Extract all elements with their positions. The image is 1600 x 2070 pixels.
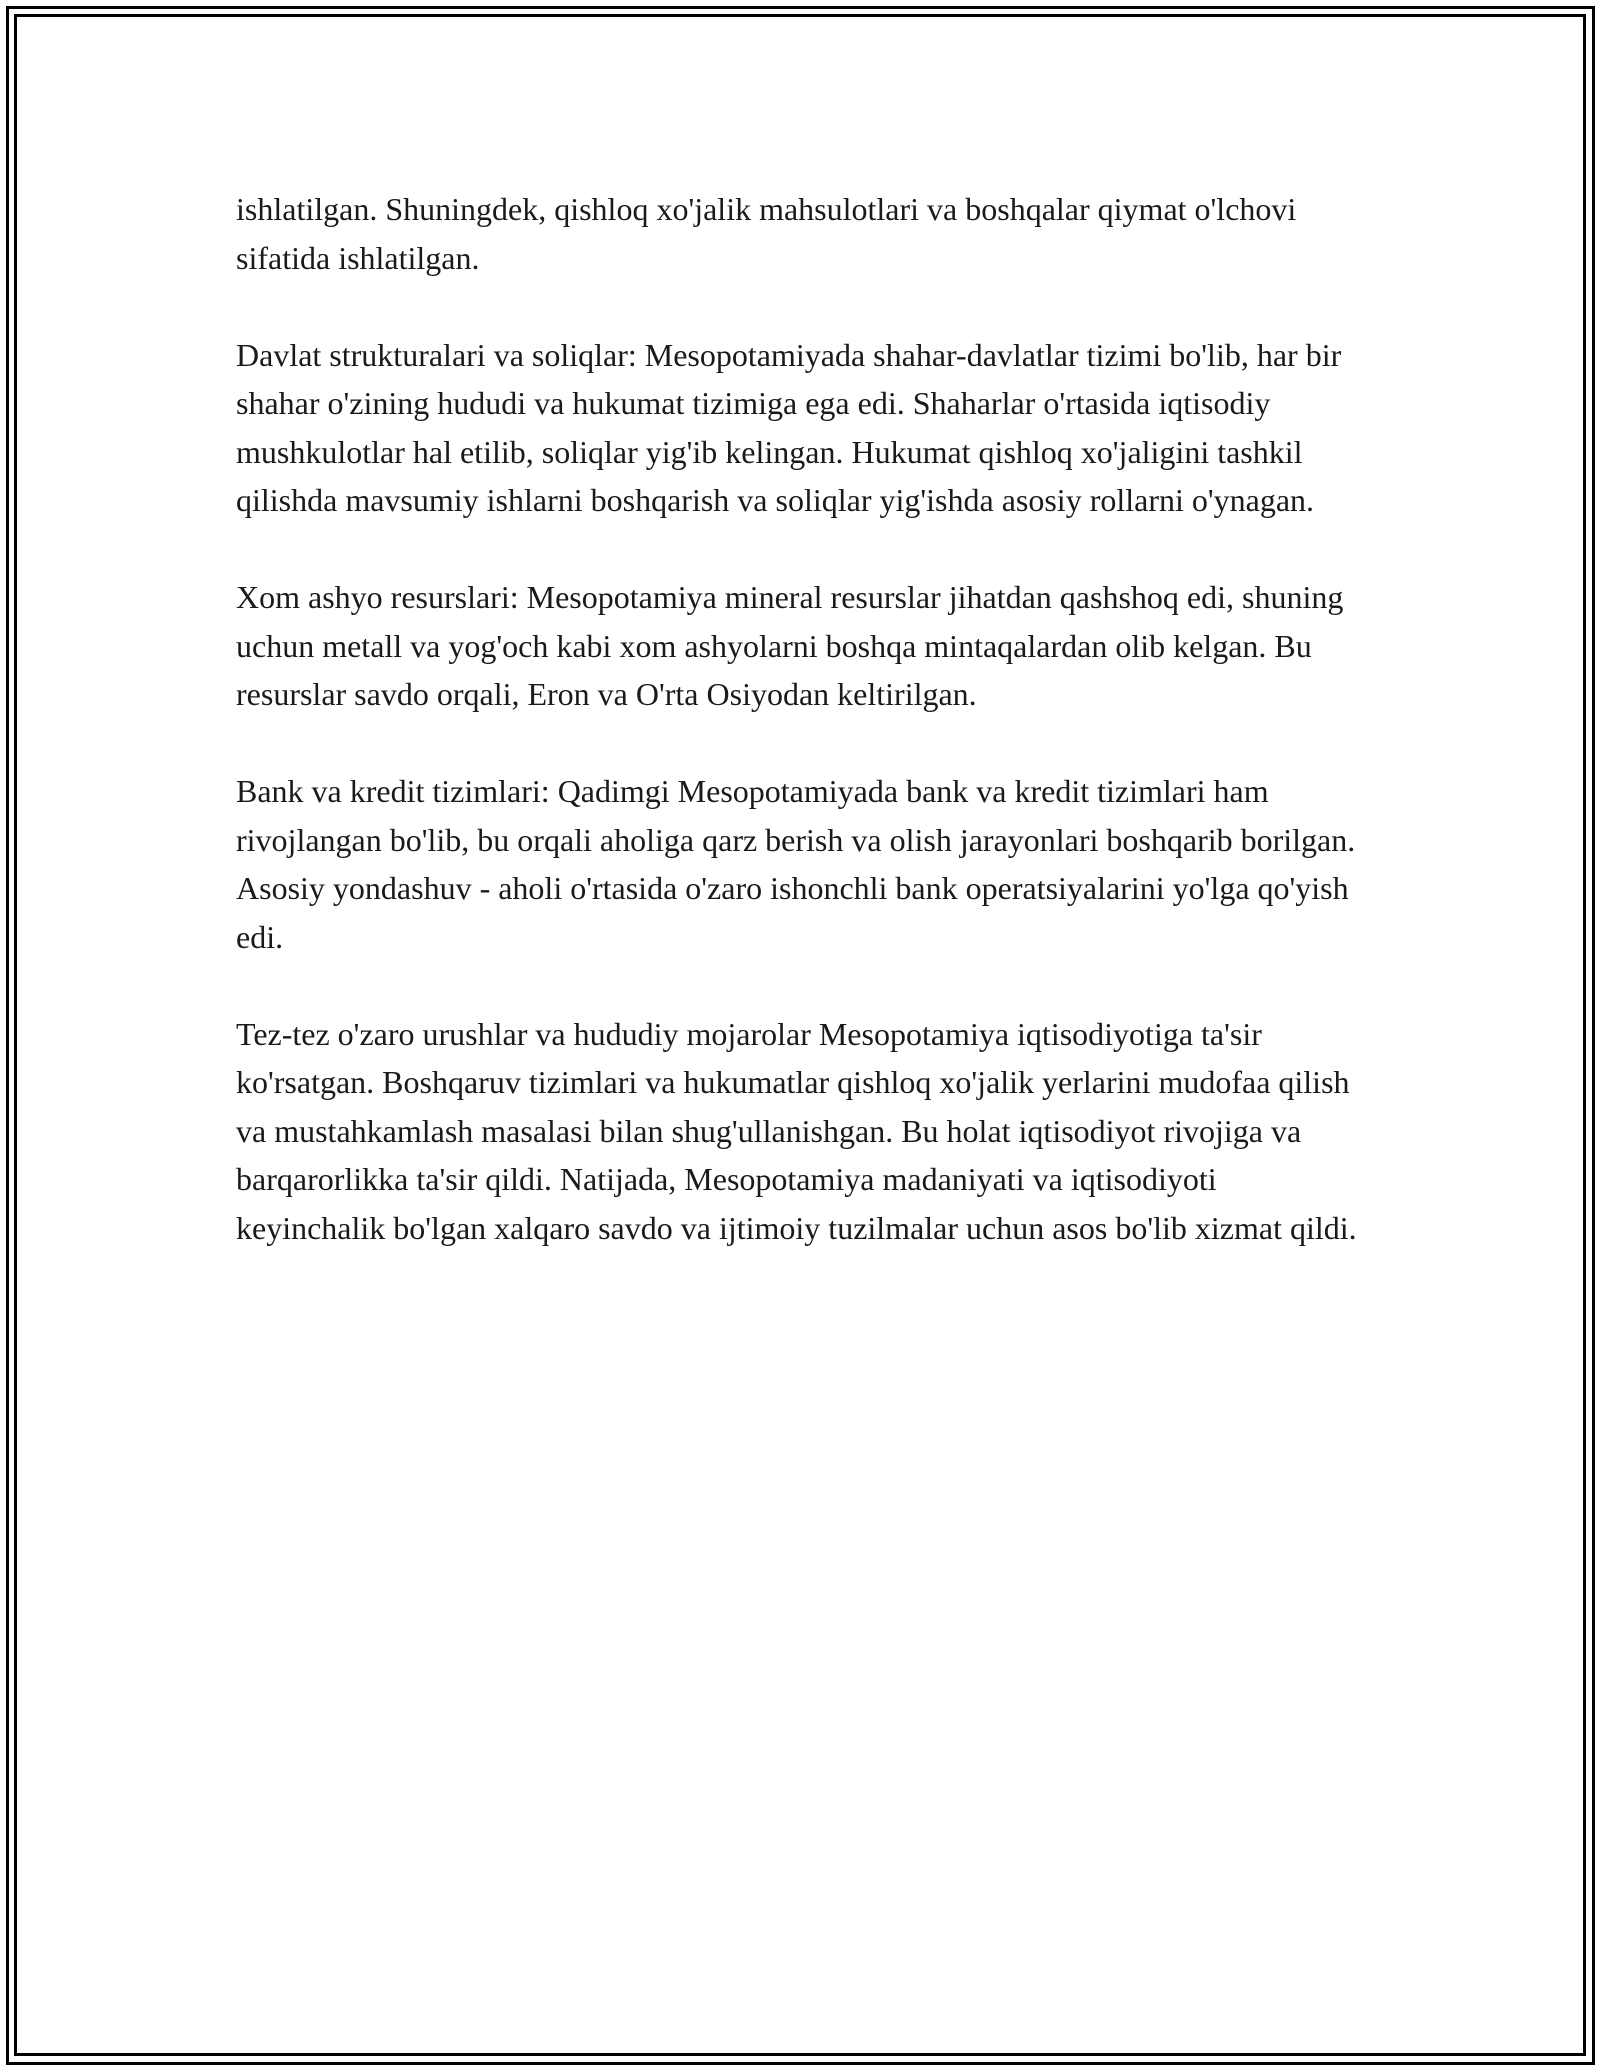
paragraph-currency-continuation: ishlatilgan. Shuningdek, qishloq xo'jalik mahsulotlari va boshqalar qiymat o'lchovi sifatida ishlatilgan. [236, 191, 1297, 276]
document-body [236, 185, 1366, 1301]
paragraph-raw-resources: Xom ashyo resurslari: Mesopotamiya mineral resurslar jihatdan qashshoq edi, shuning uchun metall va yog'och kabi xom ashyolarni boshqa mintaqalardan olib kelgan. Bu resurslar savdo orqali, Eron va O'rta Osiyodan keltirilgan. [236, 579, 1344, 712]
paragraph-wars-conflicts: Tez-tez o'zaro urushlar va hududiy mojarolar Mesopotamiya iqtisodiyotiga ta'sir ko'rsatgan. Boshqaruv tizimlari va hukumatlar qishloq xo'jalik yerlarini mudofaa qilish va mustahkamlash masalasi bilan shug'ullanishgan. Bu holat iqtisodiyot rivojiga va barqarorlikka ta'sir qildi. Natijada, Mesopotamiya madaniyati va iqtisodiyoti keyinchalik bo'lgan xalqaro savdo va ijtimoiy tuzilmalar uchun asos bo'lib xizmat qildi. [236, 1015, 1357, 1246]
paragraph-state-structures-taxes: Davlat strukturalari va soliqlar: Mesopotamiyada shahar-davlatlar tizimi bo'lib, har bir shahar o'zining hududi va hukumat tizimiga ega edi. Shaharlar o'rtasida iqtisodiy mushkulotlar hal etilib, soliqlar yig'ib kelingan. Hukumat qishloq xo'jaligini tashkil qilishda mavsumiy ishlarni boshqarish va soliqlar yig'ishda asosiy rollarni o'ynagan. [236, 336, 1342, 518]
paragraph-bank-credit-systems: Bank va kredit tizimlari: Qadimgi Mesopotamiyada bank va kredit tizimlari ham rivojlangan bo'lib, bu orqali aholiga qarz berish va olish jarayonlari boshqarib borilgan. Asosiy yondashuv - aholi o'rtasida o'zaro ishonchli bank operatsiyalarini yo'lga qo'yish edi. [236, 773, 1356, 955]
